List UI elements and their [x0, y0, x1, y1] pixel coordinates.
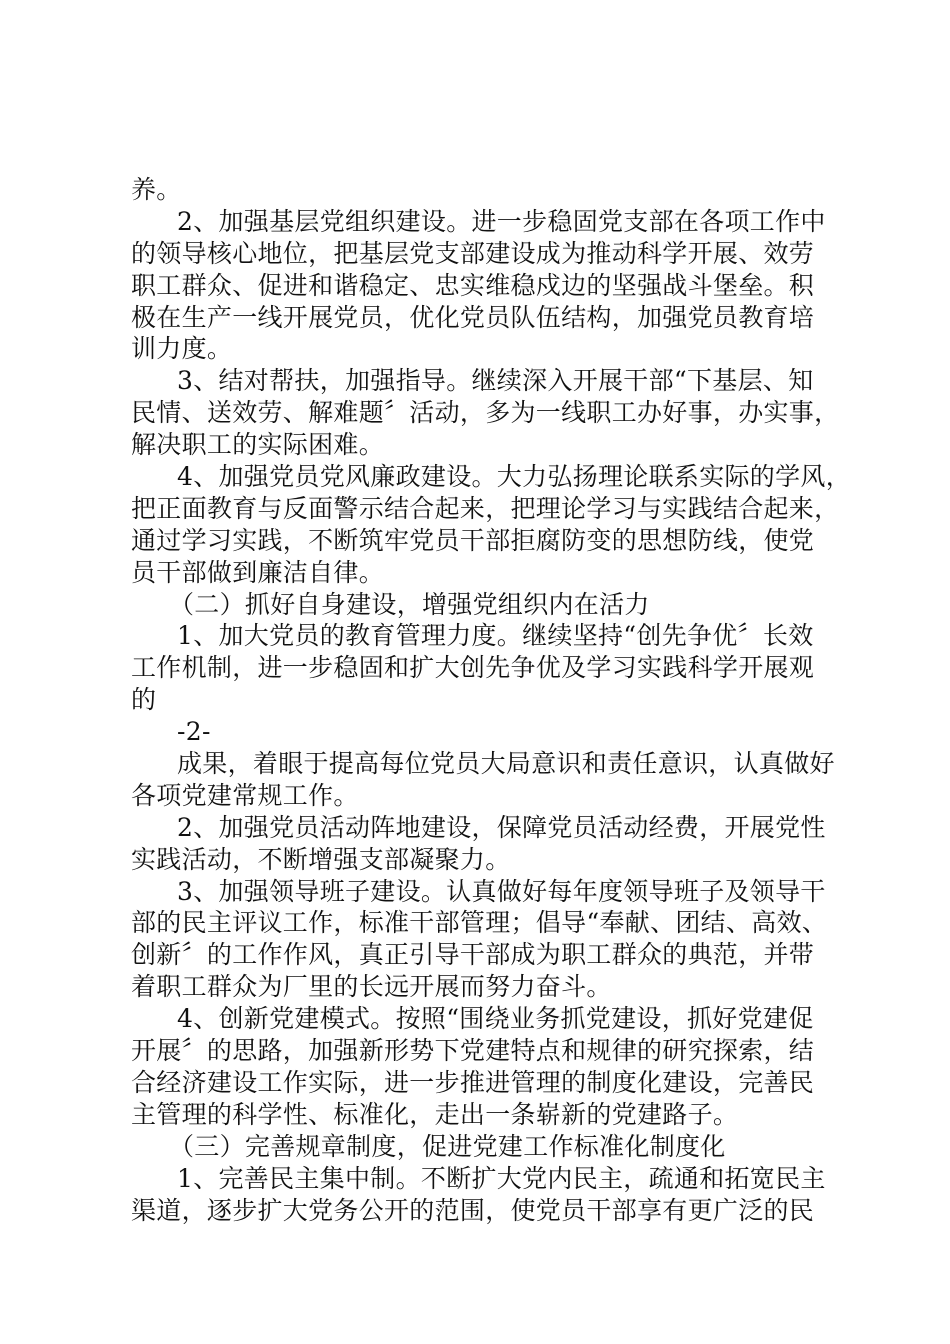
- text-line: 的: [131, 685, 157, 715]
- text-line: 极在生产一线开展党员，优化党员队伍结构，加强党员教育培: [131, 302, 815, 332]
- text-line: 部的民主评议工作，标准干部管理；倡导“奉献、团结、高效、: [131, 908, 828, 938]
- paragraph-start-line: 成果，着眼于提高每位党员大局意识和责任意识，认真做好: [177, 749, 835, 779]
- text-line: 把正面教育与反面警示结合起来，把理论学习与实践结合起来，: [131, 493, 840, 523]
- text-line: 着职工群众为厂里的长远开展而努力奋斗。: [131, 972, 612, 1002]
- text-line: 训力度。: [131, 334, 233, 364]
- document-body: [131, 174, 852, 1226]
- text-line: 工作机制，进一步稳固和扩大创先争优及学习实践科学开展观: [131, 653, 815, 683]
- paragraph-start-line: 3、结对帮扶，加强指导。继续深入开展干部“下基层、知: [177, 366, 814, 396]
- text-line: 民情、送效劳、解难题〞活动，多为一线职工办好事，办实事，: [131, 398, 840, 428]
- text-line: 职工群众、促进和谐稳定、忠实维稳戍边的坚强战斗堡垒。积: [131, 270, 815, 300]
- paragraph-start-line: 4、创新党建模式。按照“围绕业务抓党建设，抓好党建促: [177, 1004, 814, 1034]
- text-line: 各项党建常规工作。: [131, 780, 359, 810]
- paragraph-start-line: 3、加强领导班子建设。认真做好每年度领导班子及领导干: [177, 876, 826, 906]
- text-line: 养。: [131, 175, 182, 204]
- section-heading: （三）完善规章制度，促进党建工作标准化制度化: [169, 1131, 726, 1161]
- page-number: -2-: [177, 717, 211, 747]
- paragraph-start-line: 2、加强党员活动阵地建设，保障党员活动经费，开展党性: [177, 812, 826, 842]
- paragraph-start-line: 1、完善民主集中制。不断扩大党内民主，疏通和拓宽民主: [177, 1163, 826, 1193]
- text-line: 主管理的科学性、标准化，走出一条崭新的党建路子。: [131, 1099, 739, 1129]
- paragraph-start-line: 4、加强党员党风廉政建设。大力弘扬理论联系实际的学风，: [177, 462, 852, 492]
- text-line: 创新〞的工作作风，真正引导干部成为职工群众的典范，并带: [131, 940, 815, 970]
- paragraph-start-line: 2、加强基层党组织建设。进一步稳固党支部在各项工作中: [177, 206, 826, 236]
- text-line: 的领导核心地位，把基层党支部建设成为推动科学开展、效劳: [131, 238, 815, 268]
- text-line: 通过学习实践，不断筑牢党员干部拒腐防变的思想防线，使党: [131, 525, 815, 555]
- text-line: 实践活动，不断增强支部凝聚力。: [131, 844, 511, 874]
- text-line: 渠道，逐步扩大党务公开的范围，使党员干部享有更广泛的民: [131, 1195, 815, 1225]
- text-line: 员干部做到廉洁自律。: [131, 557, 385, 587]
- section-heading: （二）抓好自身建设，增强党组织内在活力: [169, 589, 650, 619]
- text-line: 开展〞的思路，加强新形势下党建特点和规律的研究探索，结: [131, 1036, 815, 1066]
- text-line: 解决职工的实际困难。: [131, 430, 385, 460]
- text-line: 合经济建设工作实际，进一步推进管理的制度化建设，完善民: [131, 1067, 815, 1097]
- paragraph-start-line: 1、加大党员的教育管理力度。继续坚持“创先争优〞长效: [177, 621, 814, 651]
